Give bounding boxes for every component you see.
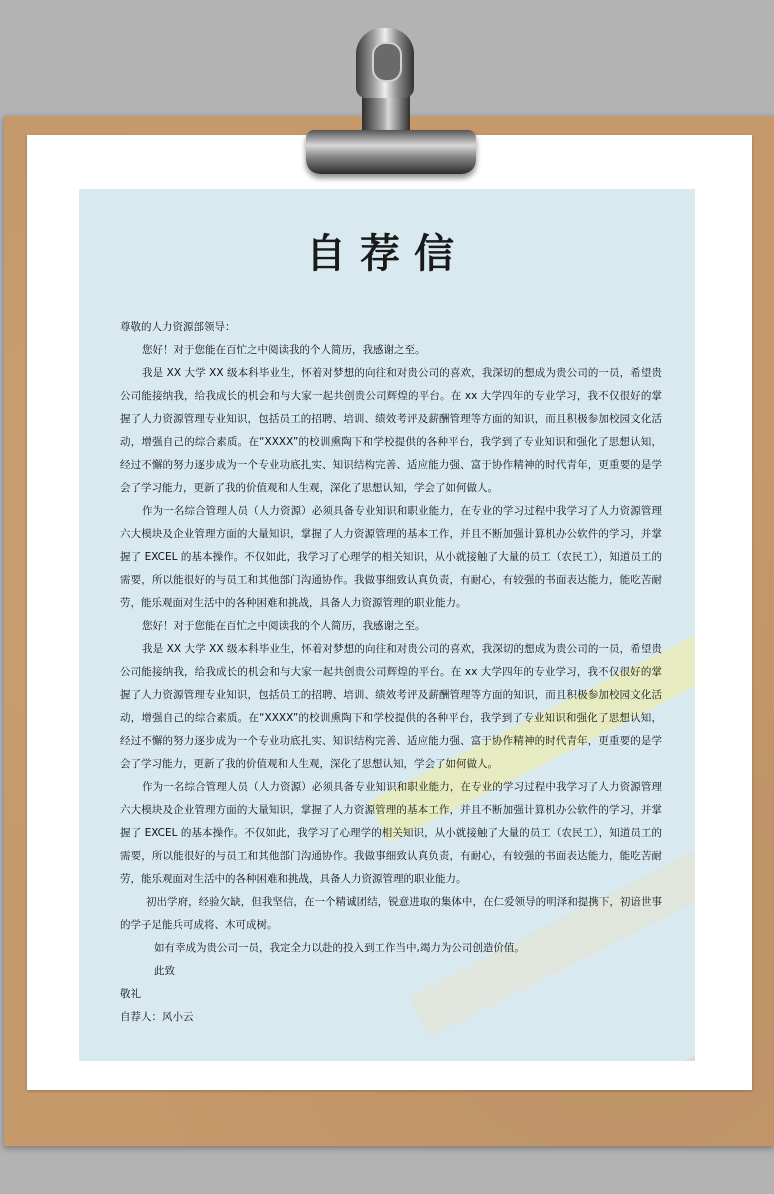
paragraph-1: 您好！对于您能在百忙之中阅读我的个人简历，我感谢之至。 — [142, 344, 426, 356]
paragraph-6: 作为一名综合管理人员（人力资源）必须具备专业知识和职业能力，在专业的学习过程中我学习了人力资源管理六大模块及企业管理方面的大量知识，掌握了人力资源管理的基本工作，并且不断加强计算机办公软件的学习，并掌握了 EXCEL 的基本操作。不仅如此，我学习了心理学的相关知识，从小就接触了大量的员工（农民工），知道员工的需要，所以能很好的与员工和其他部门沟通协作。我做事细致认真负责，有耐心，有较强的书面表达能力，能吃苦耐劳，能乐观面对生活中的各种困难和挑战，具备人力资源管理的职业能力。 — [120, 781, 662, 885]
binder-clip-icon — [306, 130, 476, 174]
paragraph-2: 我是 XX 大学 XX 级本科毕业生，怀着对梦想的向往和对贵公司的喜欢，我深切的想成为贵公司的一员，希望贵公司能接纳我，给我成长的机会和与大家一起共创贵公司辉煌的平台。在 xx 大学四年的专业学习，我不仅很好的掌握了人力资源管理专业知识，包括员工的招聘、培训、绩效考评及薪酬管理等方面的知识，而且积极参加校园文化活动，增强自己的综合素质。在“XXXX”的校训熏陶下和学校提供的各种平台，我学到了专业知识和强化了思想认知，经过不懈的努力逐步成为一个专业功底扎实、知识结构完善、适应能力强、富于协作精神的时代青年，更重要的是学会了学习能力，更新了我的价值观和人生观，深化了思想认知，学会了如何做人。 — [120, 367, 662, 494]
paragraph-4: 您好！对于您能在百忙之中阅读我的个人简历，我感谢之至。 — [142, 620, 426, 632]
binder-clip-ring — [372, 42, 402, 82]
paragraph-3: 作为一名综合管理人员（人力资源）必须具备专业知识和职业能力，在专业的学习过程中我学习了人力资源管理六大模块及企业管理方面的大量知识，掌握了人力资源管理的基本工作，并且不断加强计算机办公软件的学习，并掌握了 EXCEL 的基本操作。不仅如此，我学习了心理学的相关知识，从小就接触了大量的员工（农民工），知道员工的需要，所以能很好的与员工和其他部门沟通协作。我做事细致认真负责，有耐心，有较强的书面表达能力，能吃苦耐劳，能乐观面对生活中的各种困难和挑战，具备人力资源管理的职业能力。 — [120, 505, 662, 609]
page-title: 自荐信 — [306, 230, 468, 277]
paragraph-5: 我是 XX 大学 XX 级本科毕业生，怀着对梦想的向往和对贵公司的喜欢，我深切的想成为贵公司的一员，希望贵公司能接纳我，给我成长的机会和与大家一起共创贵公司辉煌的平台。在 xx 大学四年的专业学习，我不仅很好的掌握了人力资源管理专业知识，包括员工的招聘、培训、绩效考评及薪酬管理等方面的知识，而且积极参加校园文化活动，增强自己的综合素质。在“XXXX”的校训熏陶下和学校提供的各种平台，我学到了专业知识和强化了思想认知，经过不懈的努力逐步成为一个专业功底扎实、知识结构完善、适应能力强、富于协作精神的时代青年，更重要的是学会了学习能力，更新了我的价值观和人生观，深化了思想认知，学会了如何做人。 — [120, 643, 662, 770]
closing-line-1: 此致 — [154, 965, 175, 977]
letter-body — [120, 316, 662, 1029]
paragraph-7: 初出学府，经验欠缺，但我坚信，在一个精诚团结，锐意进取的集体中，在仁爱领导的明泽和提携下，初谙世事的学子足能兵可成将、木可成树。 — [120, 896, 662, 931]
greeting: 尊敬的人力资源部领导： — [120, 321, 236, 333]
paragraph-8: 如有幸成为贵公司一员，我定全力以赴的投入到工作当中,竭力为公司创造价值。 — [154, 942, 525, 954]
signature: 自荐人：风小云 — [120, 1011, 194, 1023]
closing-line-2: 敬礼 — [120, 988, 141, 1000]
